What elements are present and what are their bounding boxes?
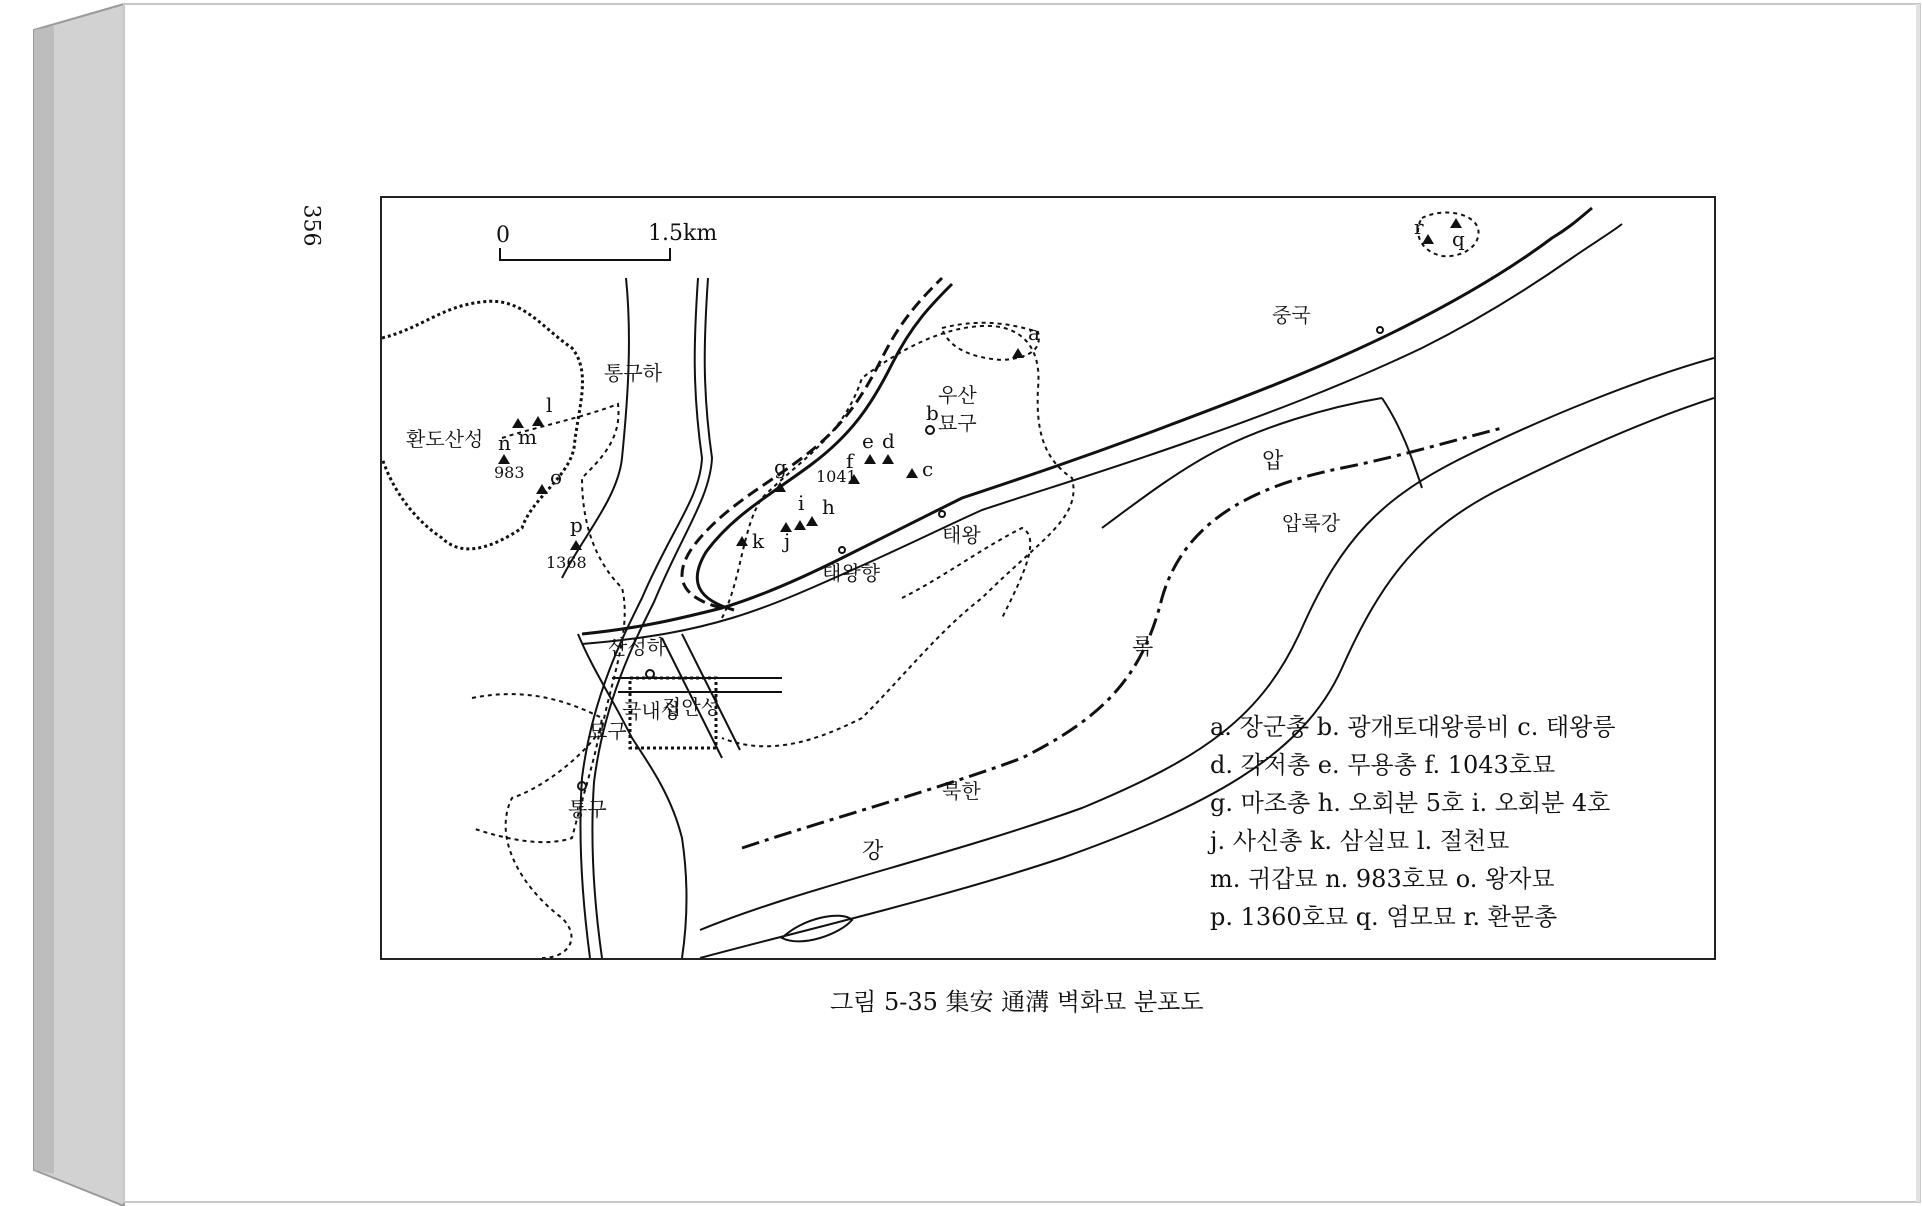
- legend-line-5: m. 귀갑묘 n. 983호묘 o. 왕자묘: [1210, 865, 1555, 893]
- site-marker-h: [806, 516, 818, 526]
- label-north-korea: 북한: [942, 779, 981, 803]
- stele-marker-b: [926, 426, 934, 434]
- label-river-char-1: 압: [1262, 449, 1284, 474]
- figure-caption: 그림 5-35 集安 通溝 벽화묘 분포도: [830, 988, 1204, 1016]
- label-yalu-river: 압록강: [1282, 511, 1340, 535]
- label-sanseongha-river: 산성하: [608, 635, 666, 659]
- label-river-char-2: 록: [1132, 635, 1154, 660]
- label-taewang: 태왕: [942, 523, 981, 547]
- site-letter-l: l: [546, 393, 553, 417]
- site-letter-b: b: [926, 401, 939, 425]
- site-number-1041: 1041: [816, 467, 857, 486]
- book-spine-shade: [34, 26, 54, 1174]
- map-legend: [1210, 708, 1710, 936]
- scale-start: 0: [496, 223, 510, 248]
- site-letter-q: q: [1452, 227, 1465, 251]
- railway-loop: [682, 278, 942, 608]
- site-number-1368: 1368: [546, 553, 587, 572]
- label-usan-1: 우산: [938, 383, 977, 407]
- label-tonggu-river: 통구하: [604, 361, 662, 385]
- site-number-983: 983: [494, 463, 525, 482]
- site-marker-d: [882, 454, 894, 464]
- village-marker-taewanghyang: [839, 547, 845, 553]
- label-tonggu: 통구: [568, 797, 607, 821]
- site-marker-e: [864, 454, 876, 464]
- zone-boundary-site-a: [942, 323, 1039, 360]
- site-marker-a: [1012, 348, 1024, 358]
- label-jiban-fortress: 집안성: [662, 695, 720, 719]
- label-gungnae-fortress: 국내성: [622, 699, 680, 723]
- site-letter-p: p: [570, 513, 583, 537]
- road-secondary: [582, 224, 1622, 644]
- zone-boundary-site-rq: [1418, 213, 1478, 257]
- label-river-char-3: 강: [862, 839, 884, 864]
- site-letter-k: k: [752, 529, 765, 553]
- label-taewang-hyang: 태왕향: [822, 561, 880, 585]
- site-letter-i: i: [798, 491, 805, 515]
- site-letter-j: j: [784, 529, 791, 553]
- village-marker-taewang: [939, 511, 945, 517]
- scale-bar: [500, 248, 670, 260]
- scale-end: 1.5km: [648, 221, 718, 246]
- village-marker-east: [1377, 327, 1383, 333]
- site-letter-m: m: [518, 425, 537, 449]
- page-number: 356: [298, 204, 324, 247]
- road-main: [582, 208, 1592, 634]
- site-letter-r: r: [1414, 215, 1424, 239]
- site-letter-d: d: [882, 429, 895, 453]
- site-letter-h: h: [822, 495, 835, 519]
- site-letter-c: c: [922, 457, 934, 481]
- road-to-fortress: [578, 634, 687, 958]
- map-frame: [380, 196, 1716, 960]
- site-letter-e: e: [862, 429, 874, 453]
- site-letter-o: o: [550, 465, 563, 489]
- site-letter-g: g: [774, 455, 787, 479]
- site-marker-c: [906, 468, 918, 478]
- label-china: 중국: [1272, 303, 1311, 327]
- label-hwando-fortress: 환도산성: [406, 427, 484, 451]
- site-marker-i: [794, 520, 806, 530]
- site-letter-n: n: [498, 431, 511, 455]
- site-letter-f: f: [846, 449, 854, 473]
- legend-line-6: p. 1360호묘 q. 염모묘 r. 환문총: [1210, 903, 1558, 931]
- legend-line-3: g. 마조총 h. 오회분 5호 i. 오회분 4호: [1210, 789, 1611, 817]
- label-usan-2: 묘구: [938, 411, 977, 435]
- legend-line-2: d. 각저총 e. 무용총 f. 1043호묘: [1210, 751, 1556, 779]
- site-marker-o: [536, 484, 548, 494]
- legend-line-4: j. 사신총 k. 삼실묘 l. 절천묘: [1210, 827, 1510, 855]
- legend-line-1: a. 장군총 b. 광개토대왕릉비 c. 태왕릉: [1210, 713, 1616, 741]
- hwando-fortress-wall: [382, 301, 582, 549]
- site-marker-r: [1422, 234, 1434, 244]
- zone-boundary-usan: [722, 326, 1074, 746]
- label-myogu: 묘구: [588, 719, 627, 743]
- site-letter-a: a: [1028, 321, 1040, 345]
